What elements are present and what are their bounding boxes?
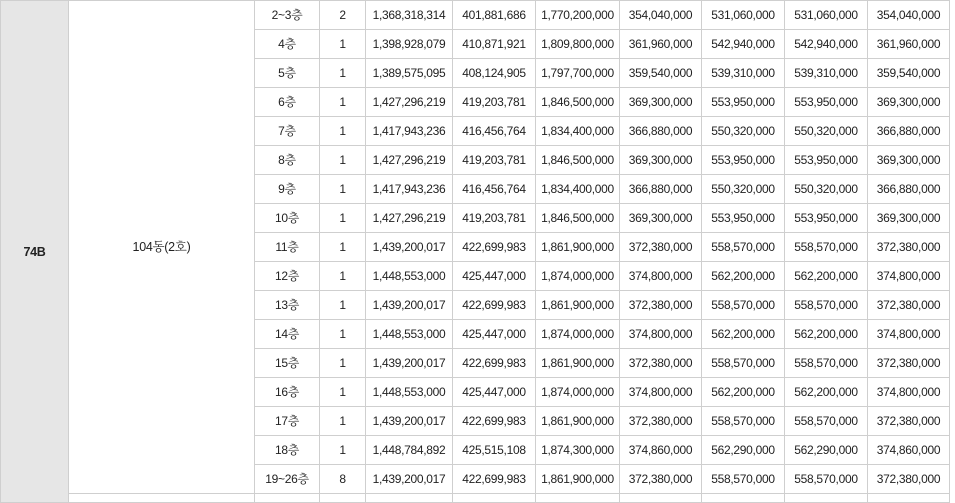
price-cell: 354,040,000 bbox=[868, 1, 950, 30]
price-cell: 422,699,983 bbox=[453, 407, 536, 436]
price-cell: 558,570,000 bbox=[702, 233, 785, 262]
price-cell: 1,874,000,000 bbox=[536, 320, 620, 349]
price-cell: 558,570,000 bbox=[702, 349, 785, 378]
price-cell: 1,427,296,219 bbox=[366, 204, 453, 233]
price-cell: 539,310,000 bbox=[785, 59, 868, 88]
price-cell: 425,447,000 bbox=[453, 378, 536, 407]
price-cell: 558,570,000 bbox=[702, 291, 785, 320]
price-cell: 1,797,700,000 bbox=[536, 59, 620, 88]
unit-count-cell: 1 bbox=[320, 436, 366, 465]
price-cell: 372,380,000 bbox=[620, 349, 702, 378]
price-cell: 1,439,200,017 bbox=[366, 291, 453, 320]
price-cell: 374,860,000 bbox=[868, 436, 950, 465]
table-cell bbox=[69, 494, 255, 503]
price-cell: 550,320,000 bbox=[785, 175, 868, 204]
price-cell: 558,570,000 bbox=[702, 407, 785, 436]
unit-count-cell: 1 bbox=[320, 204, 366, 233]
price-cell: 1,861,900,000 bbox=[536, 407, 620, 436]
price-cell: 372,380,000 bbox=[868, 349, 950, 378]
price-cell: 422,699,983 bbox=[453, 349, 536, 378]
price-cell: 558,570,000 bbox=[785, 233, 868, 262]
price-cell: 1,846,500,000 bbox=[536, 204, 620, 233]
table-cell bbox=[453, 494, 536, 503]
unit-count-cell: 2 bbox=[320, 1, 366, 30]
price-cell: 374,860,000 bbox=[620, 436, 702, 465]
price-cell: 1,439,200,017 bbox=[366, 465, 453, 494]
price-cell: 550,320,000 bbox=[702, 117, 785, 146]
price-cell: 374,800,000 bbox=[868, 378, 950, 407]
unit-count-cell: 8 bbox=[320, 465, 366, 494]
price-cell: 553,950,000 bbox=[785, 204, 868, 233]
price-cell: 1,874,300,000 bbox=[536, 436, 620, 465]
price-cell: 542,940,000 bbox=[702, 30, 785, 59]
price-cell: 1,834,400,000 bbox=[536, 117, 620, 146]
price-cell: 1,770,200,000 bbox=[536, 1, 620, 30]
price-cell: 416,456,764 bbox=[453, 175, 536, 204]
floor-cell: 7층 bbox=[255, 117, 320, 146]
floor-cell: 4층 bbox=[255, 30, 320, 59]
unit-count-cell: 1 bbox=[320, 320, 366, 349]
table-cell bbox=[320, 494, 366, 503]
price-cell: 425,515,108 bbox=[453, 436, 536, 465]
price-cell: 553,950,000 bbox=[702, 146, 785, 175]
price-cell: 369,300,000 bbox=[868, 146, 950, 175]
floor-cell: 10층 bbox=[255, 204, 320, 233]
price-cell: 558,570,000 bbox=[785, 407, 868, 436]
unit-count-cell: 1 bbox=[320, 349, 366, 378]
price-cell: 562,290,000 bbox=[702, 436, 785, 465]
price-cell: 372,380,000 bbox=[868, 465, 950, 494]
floor-cell: 5층 bbox=[255, 59, 320, 88]
price-cell: 1,846,500,000 bbox=[536, 146, 620, 175]
price-cell: 562,200,000 bbox=[702, 320, 785, 349]
floor-cell: 19~26층 bbox=[255, 465, 320, 494]
price-cell: 1,427,296,219 bbox=[366, 88, 453, 117]
floor-cell: 12층 bbox=[255, 262, 320, 291]
unit-count-cell: 1 bbox=[320, 59, 366, 88]
price-cell: 419,203,781 bbox=[453, 146, 536, 175]
price-cell: 1,448,784,892 bbox=[366, 436, 453, 465]
price-cell: 553,950,000 bbox=[785, 88, 868, 117]
price-cell: 425,447,000 bbox=[453, 320, 536, 349]
unit-count-cell: 1 bbox=[320, 262, 366, 291]
price-cell: 531,060,000 bbox=[785, 1, 868, 30]
price-cell: 408,124,905 bbox=[453, 59, 536, 88]
price-cell: 401,881,686 bbox=[453, 1, 536, 30]
price-cell: 1,448,553,000 bbox=[366, 378, 453, 407]
price-table-body bbox=[1, 0, 950, 503]
price-cell: 1,439,200,017 bbox=[366, 233, 453, 262]
unit-type-cell: 74B bbox=[1, 1, 69, 503]
price-cell: 1,439,200,017 bbox=[366, 407, 453, 436]
price-cell: 562,200,000 bbox=[702, 262, 785, 291]
price-cell: 366,880,000 bbox=[620, 117, 702, 146]
unit-count-cell: 1 bbox=[320, 175, 366, 204]
unit-count-cell: 1 bbox=[320, 378, 366, 407]
price-cell: 374,800,000 bbox=[620, 320, 702, 349]
price-cell: 372,380,000 bbox=[620, 465, 702, 494]
price-cell: 1,398,928,079 bbox=[366, 30, 453, 59]
price-cell: 372,380,000 bbox=[868, 233, 950, 262]
price-cell: 1,861,900,000 bbox=[536, 233, 620, 262]
table-cell bbox=[255, 494, 320, 503]
price-cell: 361,960,000 bbox=[868, 30, 950, 59]
price-cell: 553,950,000 bbox=[702, 204, 785, 233]
price-cell: 1,874,000,000 bbox=[536, 262, 620, 291]
price-cell: 359,540,000 bbox=[868, 59, 950, 88]
price-cell: 1,846,500,000 bbox=[536, 88, 620, 117]
floor-cell: 17층 bbox=[255, 407, 320, 436]
price-cell: 553,950,000 bbox=[785, 146, 868, 175]
price-cell: 550,320,000 bbox=[702, 175, 785, 204]
price-cell: 558,570,000 bbox=[702, 465, 785, 494]
table-cell bbox=[702, 494, 785, 503]
price-cell: 1,809,800,000 bbox=[536, 30, 620, 59]
price-cell: 562,200,000 bbox=[785, 378, 868, 407]
price-cell: 562,200,000 bbox=[702, 378, 785, 407]
floor-cell: 13층 bbox=[255, 291, 320, 320]
price-cell: 369,300,000 bbox=[620, 88, 702, 117]
price-cell: 562,290,000 bbox=[785, 436, 868, 465]
unit-count-cell: 1 bbox=[320, 30, 366, 59]
price-cell: 1,861,900,000 bbox=[536, 291, 620, 320]
price-cell: 553,950,000 bbox=[702, 88, 785, 117]
table-cell bbox=[785, 494, 868, 503]
price-cell: 550,320,000 bbox=[785, 117, 868, 146]
price-cell: 419,203,781 bbox=[453, 88, 536, 117]
price-cell: 539,310,000 bbox=[702, 59, 785, 88]
price-cell: 361,960,000 bbox=[620, 30, 702, 59]
price-cell: 558,570,000 bbox=[785, 349, 868, 378]
price-cell: 1,427,296,219 bbox=[366, 146, 453, 175]
unit-count-cell: 1 bbox=[320, 88, 366, 117]
floor-cell: 14층 bbox=[255, 320, 320, 349]
price-cell: 531,060,000 bbox=[702, 1, 785, 30]
price-cell: 558,570,000 bbox=[785, 291, 868, 320]
price-cell: 372,380,000 bbox=[868, 407, 950, 436]
price-cell: 410,871,921 bbox=[453, 30, 536, 59]
price-cell: 372,380,000 bbox=[620, 291, 702, 320]
price-cell: 374,800,000 bbox=[620, 378, 702, 407]
unit-count-cell: 1 bbox=[320, 117, 366, 146]
price-cell: 354,040,000 bbox=[620, 1, 702, 30]
table-cell bbox=[868, 494, 950, 503]
price-cell: 562,200,000 bbox=[785, 262, 868, 291]
table-cell bbox=[620, 494, 702, 503]
price-cell: 366,880,000 bbox=[868, 175, 950, 204]
floor-cell: 16층 bbox=[255, 378, 320, 407]
floor-cell: 15층 bbox=[255, 349, 320, 378]
building-cell: 104동(2호) bbox=[69, 1, 255, 494]
price-cell: 422,699,983 bbox=[453, 291, 536, 320]
price-cell: 562,200,000 bbox=[785, 320, 868, 349]
price-cell: 374,800,000 bbox=[868, 320, 950, 349]
floor-cell: 18층 bbox=[255, 436, 320, 465]
price-cell: 422,699,983 bbox=[453, 465, 536, 494]
price-cell: 372,380,000 bbox=[868, 291, 950, 320]
price-cell: 369,300,000 bbox=[868, 204, 950, 233]
floor-cell: 6층 bbox=[255, 88, 320, 117]
price-cell: 374,800,000 bbox=[620, 262, 702, 291]
floor-cell: 11층 bbox=[255, 233, 320, 262]
price-cell: 425,447,000 bbox=[453, 262, 536, 291]
price-cell: 372,380,000 bbox=[620, 407, 702, 436]
price-cell: 359,540,000 bbox=[620, 59, 702, 88]
unit-count-cell: 1 bbox=[320, 146, 366, 175]
price-cell: 372,380,000 bbox=[620, 233, 702, 262]
price-cell: 369,300,000 bbox=[868, 88, 950, 117]
price-cell: 1,834,400,000 bbox=[536, 175, 620, 204]
price-cell: 1,874,000,000 bbox=[536, 378, 620, 407]
price-cell: 1,368,318,314 bbox=[366, 1, 453, 30]
price-cell: 1,861,900,000 bbox=[536, 349, 620, 378]
floor-cell: 8층 bbox=[255, 146, 320, 175]
floor-cell: 9층 bbox=[255, 175, 320, 204]
table-cell bbox=[366, 494, 453, 503]
floor-cell: 2~3층 bbox=[255, 1, 320, 30]
price-cell: 1,448,553,000 bbox=[366, 320, 453, 349]
price-cell: 1,417,943,236 bbox=[366, 175, 453, 204]
price-cell: 416,456,764 bbox=[453, 117, 536, 146]
price-cell: 366,880,000 bbox=[620, 175, 702, 204]
price-cell: 558,570,000 bbox=[785, 465, 868, 494]
unit-count-cell: 1 bbox=[320, 291, 366, 320]
price-cell: 419,203,781 bbox=[453, 204, 536, 233]
price-cell: 369,300,000 bbox=[620, 146, 702, 175]
price-cell: 1,861,900,000 bbox=[536, 465, 620, 494]
price-cell: 1,439,200,017 bbox=[366, 349, 453, 378]
table-row bbox=[1, 1, 950, 30]
price-cell: 422,699,983 bbox=[453, 233, 536, 262]
price-cell: 374,800,000 bbox=[868, 262, 950, 291]
unit-count-cell: 1 bbox=[320, 407, 366, 436]
table-cell bbox=[536, 494, 620, 503]
table-row-partial bbox=[1, 494, 950, 503]
price-cell: 542,940,000 bbox=[785, 30, 868, 59]
price-cell: 1,389,575,095 bbox=[366, 59, 453, 88]
price-cell: 369,300,000 bbox=[620, 204, 702, 233]
price-cell: 1,448,553,000 bbox=[366, 262, 453, 291]
price-cell: 1,417,943,236 bbox=[366, 117, 453, 146]
unit-count-cell: 1 bbox=[320, 233, 366, 262]
price-cell: 366,880,000 bbox=[868, 117, 950, 146]
